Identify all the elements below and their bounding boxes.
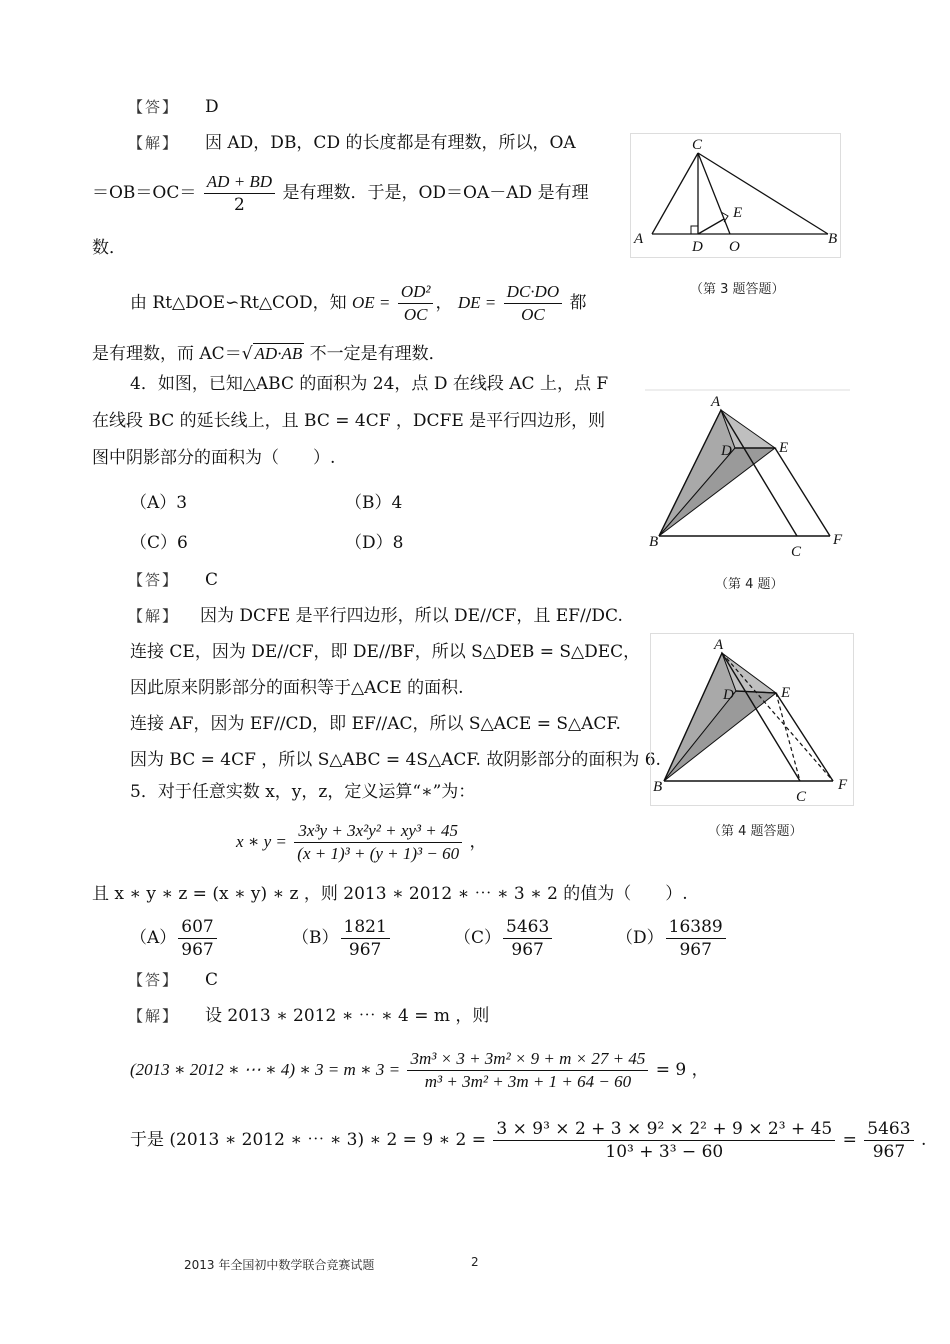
q5-option-c-label: （C） xyxy=(454,928,502,948)
q5-solution-line1: 设 2013 ∗ 2012 ∗ ⋯ ∗ 4 = m ，则 xyxy=(205,1006,490,1026)
fig4b-dashed-ce xyxy=(776,693,800,781)
q4-figure-caption: （第 4 题） xyxy=(715,577,784,592)
q5-def-fraction xyxy=(294,820,462,865)
q4-stem-line1: 4．如图，已知△ABC 的面积为 24，点 D 在线段 AC 上，点 F xyxy=(130,374,609,394)
q5-equation1 xyxy=(130,1040,709,1100)
q3-sol-line5-pre: 是有理数，而 AC＝ xyxy=(92,344,242,364)
q5-answer: C xyxy=(205,970,219,990)
fig4b-label-c: C xyxy=(796,789,807,805)
q4-solution-line4: 连接 AF，因为 EF//CD，即 EF//AC，所以 S△ACE = S△ACF. xyxy=(130,714,621,734)
sqrt-symbol: √ xyxy=(241,344,253,364)
q4-option-d: （D）8 xyxy=(345,533,404,553)
q4-answer: C xyxy=(205,570,219,590)
fig3-label-e: E xyxy=(733,205,743,221)
q5-option-c xyxy=(454,913,554,963)
q5-option-a-label: （A） xyxy=(130,928,177,948)
q3-de-lhs: DE = xyxy=(457,293,497,312)
q3-de-num: DC·DO xyxy=(504,281,562,304)
q5-option-d-num: 16389 xyxy=(666,916,726,939)
q5-option-b-fraction xyxy=(341,916,390,961)
q3-oe-den: OC xyxy=(403,305,428,324)
q5-stem-line3: 且 x ∗ y ∗ z = (x ∗ y) ∗ z ，则 2013 ∗ 2012 ∗ ⋯ ∗ 3 ∗ 2 的值为（ ）. xyxy=(92,884,688,904)
fig4-label-c: C xyxy=(791,544,802,560)
q5-eq1-num: 3m³ × 3 + 3m² × 9 + m × 27 + 45 xyxy=(407,1048,648,1071)
q5-eq1-den: m³ + 3m² + 3m + 1 + 64 − 60 xyxy=(424,1072,632,1091)
q3-solution-line2 xyxy=(92,170,589,216)
figure-q4-diagram xyxy=(645,388,850,563)
q3-oe-fraction xyxy=(398,281,434,326)
fig4b-label-f: F xyxy=(838,777,848,793)
q3-solution-line5 xyxy=(92,344,446,364)
fig4b-frame xyxy=(651,634,854,806)
q3-oe-num: OD² xyxy=(398,281,434,304)
q5-option-b-num: 1821 xyxy=(341,916,390,939)
q4-option-a: （A）3 xyxy=(130,493,188,513)
q5-eq1-fraction xyxy=(407,1048,648,1093)
q5-option-b-label: （B） xyxy=(292,928,339,948)
q5-eq2-fraction xyxy=(493,1118,835,1163)
q5-option-b-den: 967 xyxy=(348,940,382,960)
fig3-line-cb xyxy=(698,153,828,234)
fig4-line-ef xyxy=(775,448,830,536)
fig3-label-b: B xyxy=(828,231,838,247)
q5-option-a xyxy=(130,913,219,963)
fig3-label-o: O xyxy=(729,239,740,255)
q5-option-d-label: （D） xyxy=(616,928,664,948)
solution-label: 【解】 xyxy=(128,134,180,152)
q5-def-tail: ， xyxy=(469,832,487,852)
q4-answer-figure-caption: （第 4 题答题） xyxy=(708,824,803,839)
q3-answer: D xyxy=(205,97,219,117)
q5-eq2-tail: . xyxy=(920,1130,927,1150)
q4-stem-line3: 图中阴影部分的面积为（ ）. xyxy=(92,448,336,468)
fig3-line-ac xyxy=(652,153,698,234)
q5-eq2-mid: = xyxy=(842,1130,857,1150)
q4-option-c: （C）6 xyxy=(130,533,188,553)
fig3-right-angle-d xyxy=(691,226,698,234)
q5-def-den: (x + 1)³ + (y + 1)³ − 60 xyxy=(297,844,460,863)
fig3-label-a: A xyxy=(634,231,644,247)
q3-frac-num: AD + BD xyxy=(204,171,275,194)
fig4b-label-e: E xyxy=(781,685,791,701)
q5-option-a-fraction xyxy=(178,916,216,961)
q3-de-den: OC xyxy=(521,305,545,324)
q5-option-d-fraction xyxy=(666,916,726,961)
fig4b-label-a: A xyxy=(714,637,724,653)
q5-eq1-lhs: (2013 ∗ 2012 ∗ ⋯ ∗ 4) ∗ 3 = m ∗ 3 = xyxy=(130,1060,401,1079)
q5-def-lhs: x ∗ y = xyxy=(236,832,287,851)
q5-option-a-num: 607 xyxy=(178,916,216,939)
q5-definition xyxy=(236,812,487,872)
q5-eq2-lhs: 于是 (2013 ∗ 2012 ∗ ⋯ ∗ 3) ∗ 2 = 9 ∗ 2 = xyxy=(130,1130,486,1150)
q5-def-num: 3x³y + 3x²y² + xy³ + 45 xyxy=(294,820,462,843)
q3-solution-line4: 由 Rt△DOE∽Rt△COD，知 OE = $\frac{\text{OD²}}{OC}$ ， DE = $\frac{DC\cdot DO}{OC}$ 都 xyxy=(130,282,587,324)
q3-frac-den: 2 xyxy=(234,195,245,215)
q5-eq2-result-fraction xyxy=(864,1118,913,1163)
q3-oe-lhs: OE = xyxy=(352,293,391,312)
q5-option-a-den: 967 xyxy=(181,940,214,960)
fig4-label-e: E xyxy=(779,440,789,456)
q5-option-c-fraction xyxy=(503,916,552,961)
q3-sol-line5-post: 不一定是有理数． xyxy=(309,344,446,364)
q5-eq2-res-num: 5463 xyxy=(864,1118,913,1141)
sqrt-content: AD·AB xyxy=(254,344,303,363)
fig4b-line-ef xyxy=(776,693,833,781)
q4-solution-line3: 因此原来阴影部分的面积等于△ACE 的面积. xyxy=(130,678,464,698)
q4-solution-line1: 因为 DCFE 是平行四边形，所以 DE//CF，且 EF//DC. xyxy=(200,606,623,626)
q5-option-b xyxy=(292,913,392,963)
fig3-label-c: C xyxy=(692,137,703,153)
fig4-label-b: B xyxy=(649,534,659,550)
q4-solution-line5: 因为 BC = 4CF ，所以 S△ABC = 4S△ACF. 故阴影部分的面积为 6. xyxy=(130,750,661,770)
q5-option-d-den: 967 xyxy=(679,940,712,960)
footer-title: 2013 年全国初中数学联合竞赛试题 xyxy=(184,1258,375,1272)
q5-equation2 xyxy=(130,1110,926,1170)
fig3-line-co xyxy=(698,153,730,234)
fig3-line-de xyxy=(698,219,724,234)
q3-sol-line4-pre: 由 Rt△DOE∽Rt△COD，知 xyxy=(130,293,347,313)
solution-label: 【解】 xyxy=(128,607,180,625)
figure-q4-answer-diagram xyxy=(650,633,855,808)
fig4b-label-d: D xyxy=(723,687,734,703)
fig3-label-d: D xyxy=(692,239,703,255)
q5-option-c-num: 5463 xyxy=(503,916,552,939)
q3-sol-line2-post: 是有理数．于是，OD＝OA－AD 是有理 xyxy=(282,183,589,203)
q3-figure-caption: （第 3 题答题） xyxy=(690,282,785,297)
fig4b-label-b: B xyxy=(653,779,663,795)
q3-sol-line2-pre: ＝OB＝OC＝ xyxy=(92,183,197,203)
page-number: 2 xyxy=(471,1255,479,1269)
answer-label: 【答】 xyxy=(128,571,180,589)
q3-solution-line3: 数． xyxy=(92,238,126,258)
q5-eq2-den: 10³ + 3³ − 60 xyxy=(605,1142,724,1162)
q5-eq2-num: 3 × 9³ × 2 + 3 × 9² × 2² + 9 × 2³ + 45 xyxy=(493,1118,835,1141)
fig4-label-d: D xyxy=(721,443,732,459)
q3-fraction xyxy=(204,171,275,216)
figure-q3-diagram xyxy=(630,133,842,259)
q5-stem-line1: 5．对于任意实数 x，y，z，定义运算“∗”为： xyxy=(130,782,476,802)
q3-de-fraction xyxy=(504,281,562,326)
q4-option-b: （B）4 xyxy=(345,493,403,513)
q5-option-c-den: 967 xyxy=(511,940,544,960)
q4-solution-line2: 连接 CE，因为 DE//CF，即 DE//BF，所以 S△DEB = S△DEC， xyxy=(130,642,641,662)
answer-label: 【答】 xyxy=(128,98,180,116)
q3-solution-line1: 因 AD，DB，CD 的长度都是有理数，所以，OA xyxy=(205,133,576,153)
q5-eq1-rhs: = 9 ， xyxy=(655,1060,709,1080)
q4-stem-line2: 在线段 BC 的延长线上，且 BC = 4CF ，DCFE 是平行四边形，则 xyxy=(92,411,606,431)
q5-option-d xyxy=(616,913,728,963)
fig4-label-f: F xyxy=(833,532,843,548)
solution-label: 【解】 xyxy=(128,1007,180,1025)
fig4-label-a: A xyxy=(711,394,721,410)
answer-label: 【答】 xyxy=(128,971,180,989)
q3-sol-line4-post: 都 xyxy=(569,293,587,313)
q5-eq2-res-den: 967 xyxy=(872,1142,906,1162)
